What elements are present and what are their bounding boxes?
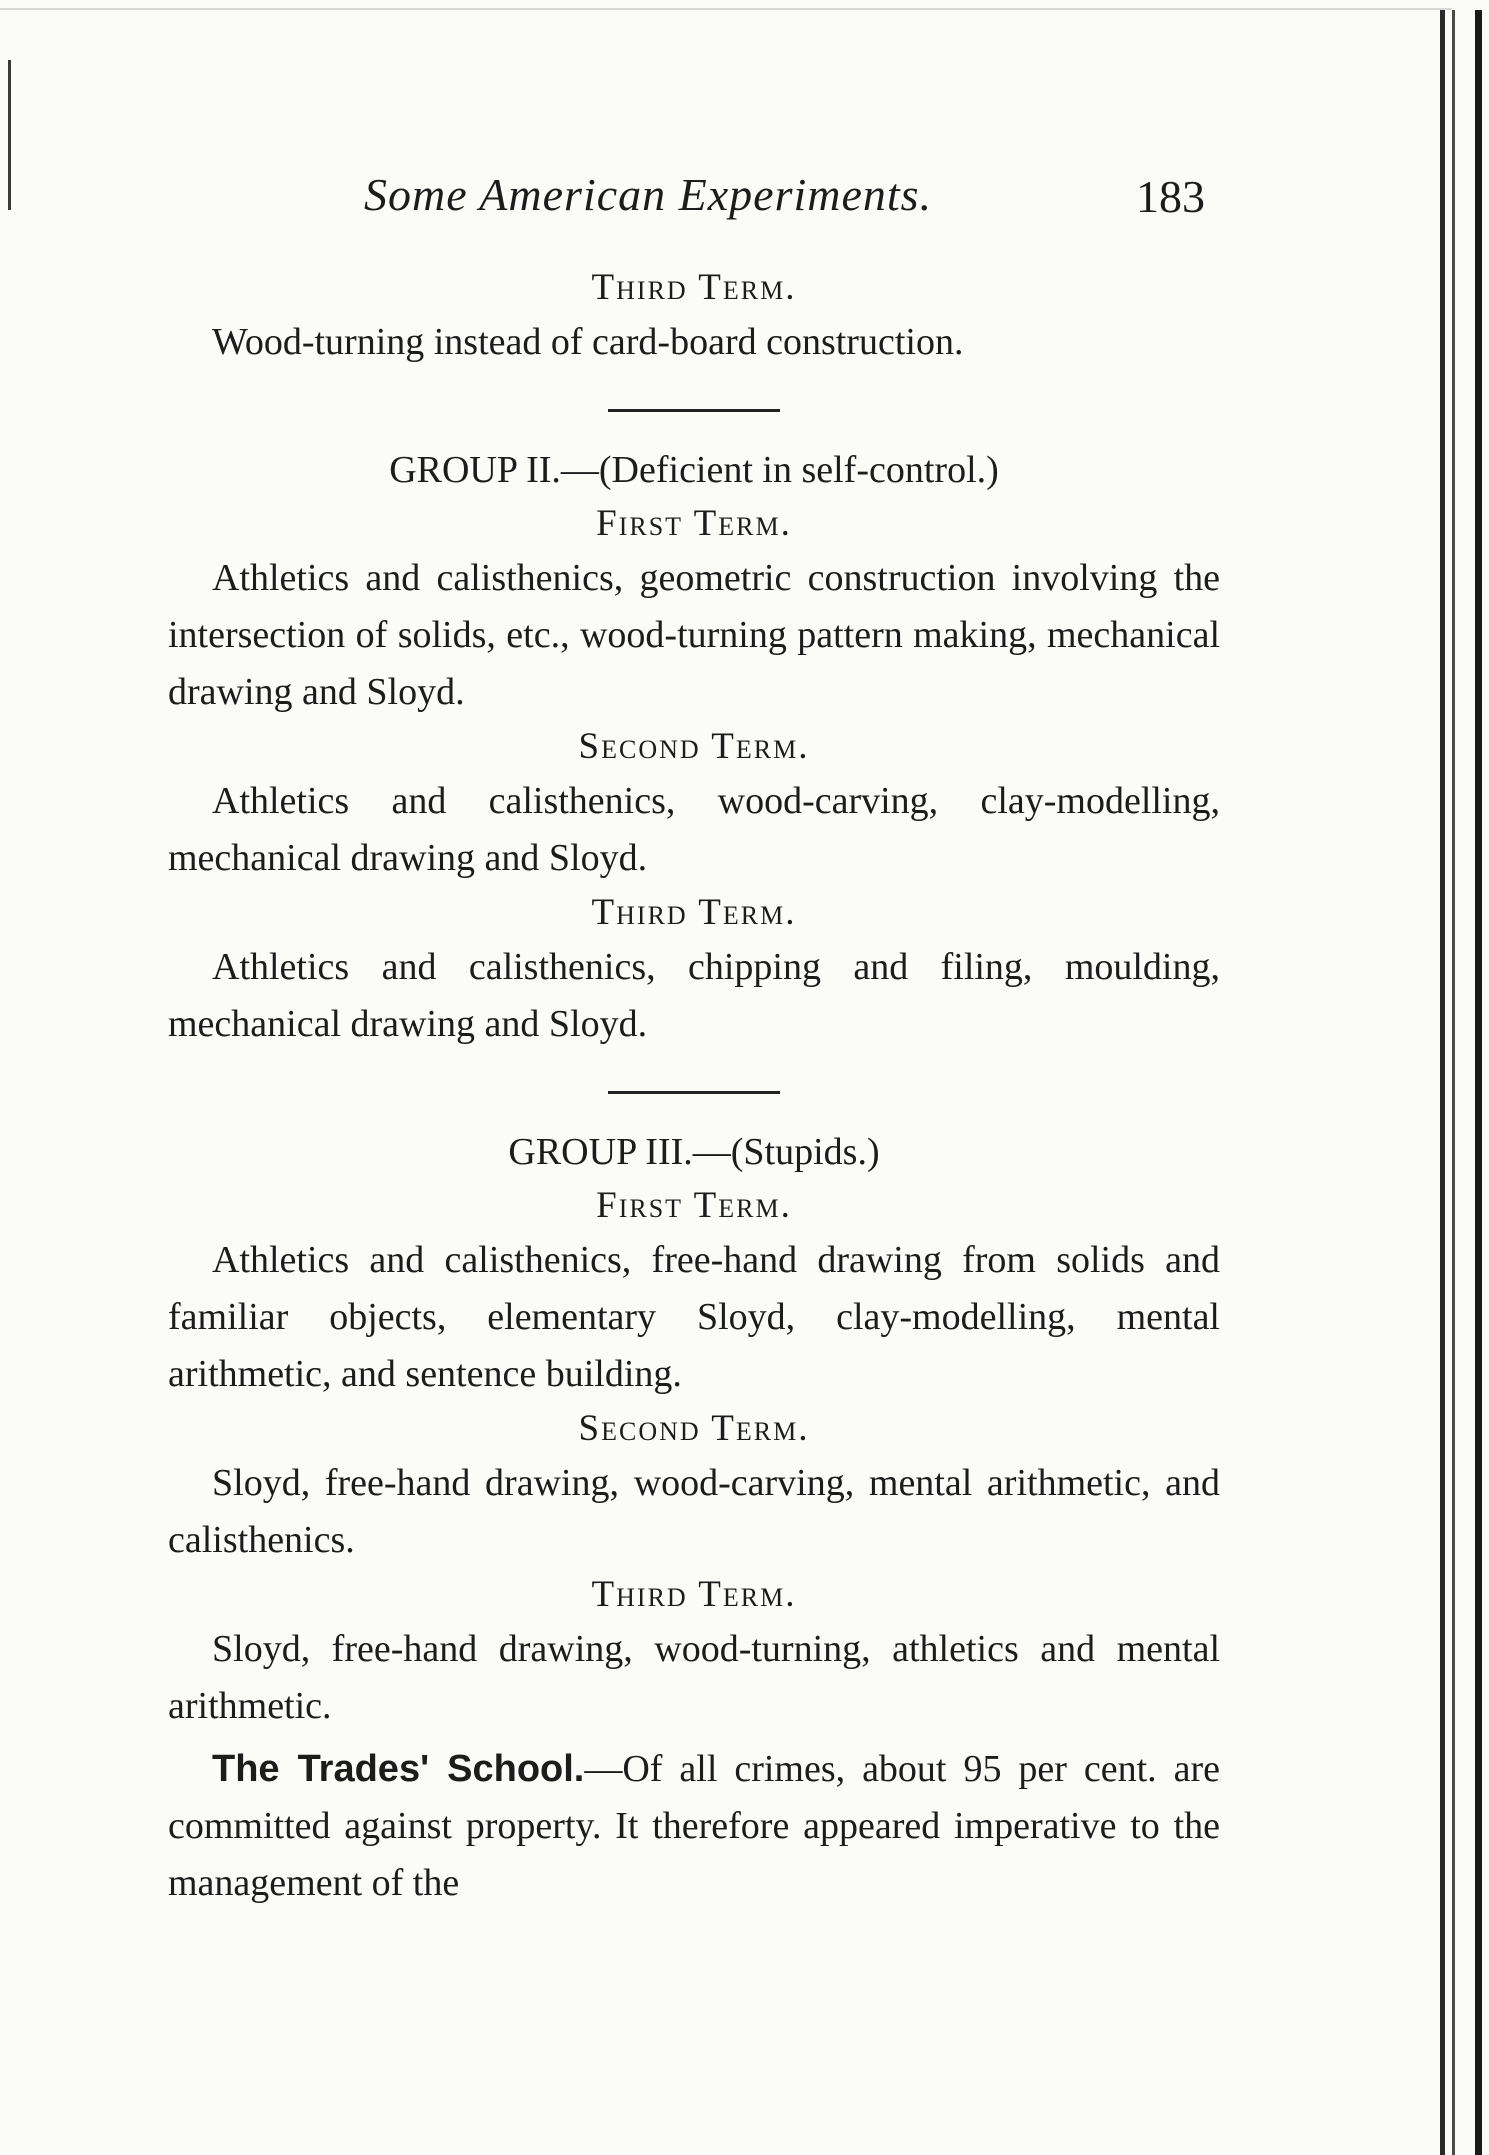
group-iii-third-term-text: Sloyd, free-hand drawing, wood-turning, athletics and mental arithmetic. — [168, 1628, 1220, 1727]
group-iii-heading: GROUP III.—(Stupids.) — [508, 1131, 880, 1173]
group-iii-second-term-heading: Second Term. — [578, 1408, 810, 1449]
group-ii-first-term-heading: First Term. — [596, 503, 792, 544]
group-iii-second-term-text: Sloyd, free-hand drawing, wood-carving, mental arithmetic, and calisthenics. — [168, 1462, 1220, 1561]
group-ii-first-term-text: Athletics and calisthenics, geometric construction involving the intersection of solids, etc., wood-turning pattern making, mechanical drawing and Sloyd. — [168, 557, 1220, 713]
section-heading-third-term: Third Term. — [591, 267, 797, 308]
group-iii-first-term-text: Athletics and calisthenics, free-hand drawing from solids and familiar objects, elementary Sloyd, clay-modelling, mental arithmetic, and sentence building. — [168, 1239, 1220, 1395]
running-head — [0, 168, 1489, 228]
group-iii-first-term-heading: First Term. — [596, 1185, 792, 1226]
page-number: 183 — [1136, 171, 1205, 222]
trades-school-text: —Of all crimes, about 95 per cent. are committed against property. It therefore appeared imperative to the management of the — [168, 1748, 1220, 1904]
running-title: Some American Experiments. — [364, 169, 933, 220]
group-ii-heading: GROUP II.—(Deficient in self-control.) — [389, 449, 999, 491]
trades-school-paragraph — [168, 1741, 1220, 1912]
body-text — [168, 262, 1220, 1912]
page-edge-right — [1440, 10, 1445, 2155]
group-ii-third-term-heading: Third Term. — [591, 892, 797, 933]
group-ii-third-term-text: Athletics and calisthenics, chipping and filing, moulding, mechanical drawing and Sloyd. — [168, 946, 1220, 1045]
group-ii-second-term-text: Athletics and calisthenics, wood-carving, clay-modelling, mechanical drawing and Sloyd. — [168, 780, 1220, 879]
page-edge-right-inner — [1452, 10, 1455, 2155]
paragraph-third-term: Wood-turning instead of card-board construction. — [212, 321, 964, 363]
trades-school-lead: The Trades' School. — [212, 1748, 585, 1790]
page-edge-right-outer — [1475, 10, 1482, 2155]
group-ii-second-term-heading: Second Term. — [578, 726, 810, 767]
page-edge-top — [0, 8, 1452, 10]
group-iii-third-term-heading: Third Term. — [591, 1574, 797, 1615]
